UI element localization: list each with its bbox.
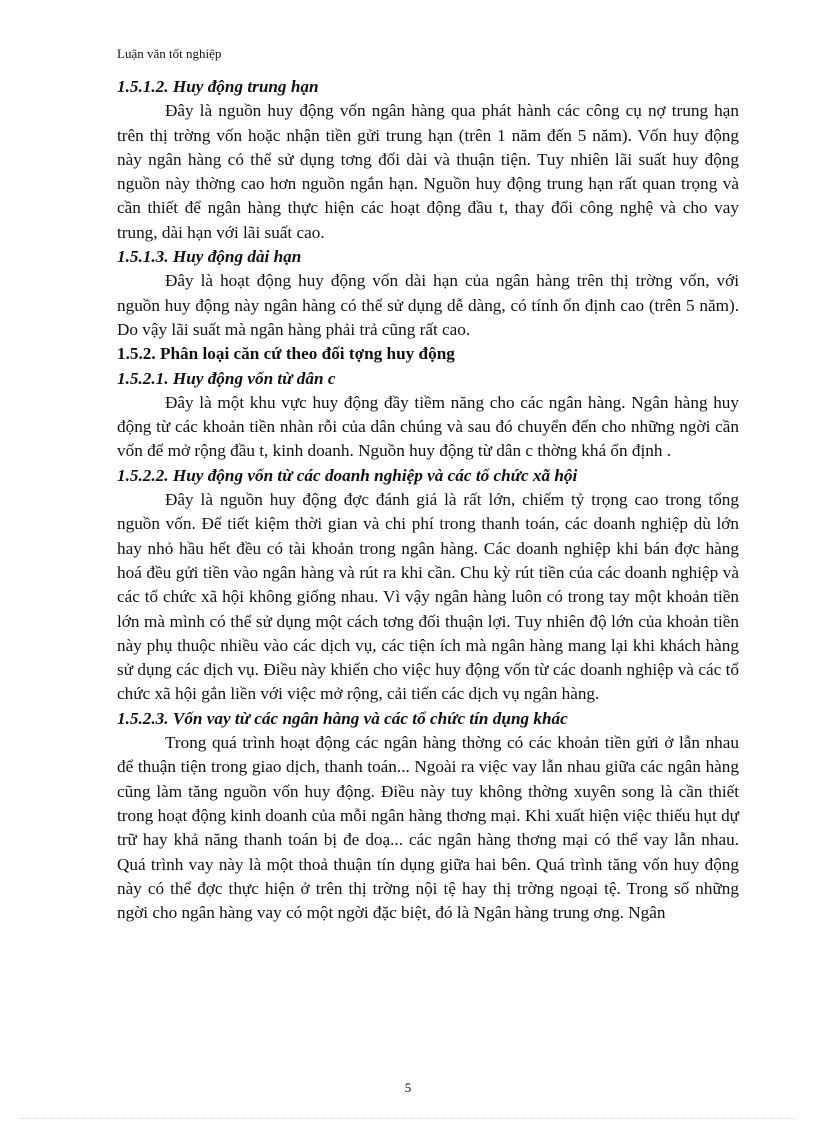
paragraph-1-5-1-2: Đây là nguồn huy động vốn ngân hàng qua phát hành các công cụ nợ trung hạn trên thị trờng vốn hoặc nhận tiền gửi trung hạn (trên 1 năm đến 5 năm). Vốn huy động này ngân hàng có thể sử dụng tơng đối dài và thuận tiện. Tuy nhiên lãi suất huy động nguồn này thờng cao hơn nguồn ngắn hạn. Nguồn huy động trung hạn rất quan trọng và cần thiết để ngân hàng thực hiện các hoạt động đầu t, thay đổi công nghệ và cho vay trung, dài hạn với lãi suất cao. <box>117 101 739 242</box>
page-body <box>117 75 739 925</box>
paragraph-1-5-2-2: Đây là nguồn huy động đợc đánh giá là rất lớn, chiếm tỷ trọng cao trong tổng nguồn vốn. Để tiết kiệm thời gian và chi phí trong thanh toán, các doanh nghiệp dù lớn hay nhỏ hầu hết đều có tài khoản trong ngân hàng. Các doanh nghiệp khi bán đợc hàng hoá đều gửi tiền vào ngân hàng và rút ra khi cần. Chu kỳ rút tiền của các doanh nghiệp và các tổ chức xã hội không giống nhau. Vì vậy ngân hàng luôn có trong tay một khoản tiền lớn mà mình có thể sử dụng một cách tơng đối thuận lợi. Tuy nhiên độ lớn của khoản tiền này phụ thuộc nhiều vào các dịch vụ, các tiện ích mà ngân hàng mang lại khi khách hàng sử dụng các dịch vụ. Điều này khiến cho việc huy động vốn từ các doanh nghiệp và các tổ chức xã hội gắn liền với việc mở rộng, cải tiến các dịch vụ ngân hàng. <box>117 490 739 704</box>
heading-1-5-1-2: 1.5.1.2. Huy động trung hạn <box>117 77 319 96</box>
paragraph-1-5-1-3: Đây là hoạt động huy động vốn dài hạn của ngân hàng trên thị trờng vốn, với nguồn huy động này ngân hàng có thể sử dụng dễ dàng, có tính ổn định cao (trên 5 năm). Do vậy lãi suất mà ngân hàng phải trả cũng rất cao. <box>117 271 739 339</box>
page-bottom-divider <box>20 1118 796 1119</box>
paragraph-1-5-2-1: Đây là một khu vực huy động đầy tiềm năng cho các ngân hàng. Ngân hàng huy động từ các khoản tiền nhàn rỗi của dân chúng và sau đó chuyển đến cho những ngời cần vốn để mở rộng đầu t, kinh doanh. Nguồn huy động từ dân c thờng khá ổn định . <box>117 392 739 461</box>
paragraph-1-5-2-3: Trong quá trình hoạt động các ngân hàng thờng có các khoản tiền gửi ở lẫn nhau để thuận tiện trong giao dịch, thanh toán... Ngoài ra việc vay lẫn nhau giữa các ngân hàng cũng làm tăng nguồn vốn huy động. Điều này tuy không thờng xuyên song là cần thiết trong hoạt động kinh doanh của mỗi ngân hàng thơng mại. Khi xuất hiện việc thiếu hụt dự trữ hay khả năng thanh toán bị đe doạ... các ngân hàng thơng mại có thể vay lẫn nhau. Quá trình vay này là một thoả thuận tín dụng giữa hai bên. Quá trình tăng vốn huy động này có thể đợc thực hiện ở trên thị trờng nội tệ hay thị trờng ngoại tệ. Trong số những ngời cho ngân hàng vay có một ngời đặc biệt, đó là Ngân hàng trung ơng. Ngân <box>117 733 739 923</box>
heading-1-5-2-2: 1.5.2.2. Huy động vốn từ các doanh nghiệp và các tổ chức xã hội <box>117 465 578 485</box>
heading-1-5-2: 1.5.2. Phân loại căn cứ theo đối tợng huy động <box>117 344 455 364</box>
heading-1-5-1-3: 1.5.1.3. Huy động dài hạn <box>117 247 302 267</box>
heading-1-5-2-1: 1.5.2.1. Huy động vốn từ dân c <box>117 368 336 388</box>
running-header: Luận văn tốt nghiệp <box>117 46 222 61</box>
heading-1-5-2-3: 1.5.2.3. Vốn vay từ các ngân hàng và các tổ chức tín dụng khác <box>117 708 568 728</box>
page-number: 5 <box>404 1080 412 1095</box>
